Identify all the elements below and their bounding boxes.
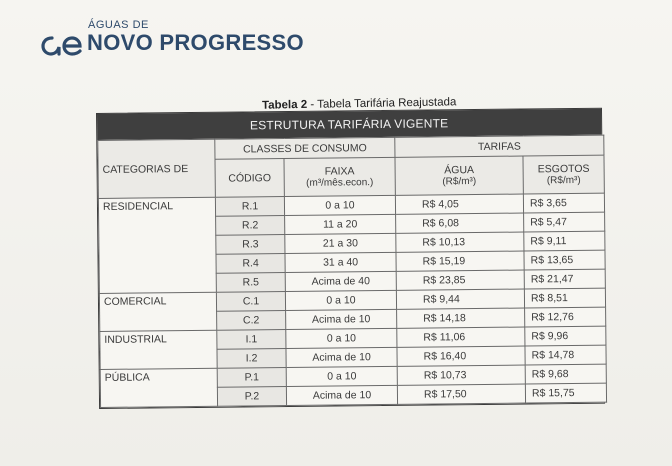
code-cell: C.1 (216, 292, 285, 312)
code-cell: R.4 (216, 254, 285, 274)
esgotos-cell: R$ 5,47 (524, 212, 605, 232)
esgotos-cell: R$ 21,47 (524, 269, 605, 289)
agua-cell: R$ 4,05 (395, 194, 523, 214)
code-cell: I.2 (217, 349, 286, 369)
header-faixa-label: FAIXA (324, 165, 355, 178)
header-agua (395, 156, 523, 195)
category-cell: PÚBLICA (100, 368, 217, 407)
header-faixa (284, 157, 395, 196)
caption-bold: Tabela 2 (261, 98, 308, 112)
logo-prefix: ÁGUAS DE (88, 19, 149, 31)
code-cell: I.1 (217, 330, 286, 350)
ae-logo-mark-icon (40, 33, 84, 57)
code-cell: P.1 (217, 368, 286, 388)
category-cell: INDUSTRIAL (100, 330, 217, 369)
category-cell: RESIDENCIAL (98, 197, 216, 293)
esgotos-cell: R$ 9,68 (525, 364, 606, 384)
esgotos-cell: R$ 15,75 (525, 383, 606, 403)
tariff-grid (97, 135, 607, 408)
agua-cell: R$ 11,06 (397, 327, 525, 347)
agua-cell: R$ 23,85 (396, 270, 524, 290)
faixa-cell: Acima de 10 (286, 385, 397, 405)
header-esgotos-unit: (R$/m³) (546, 174, 581, 187)
faixa-cell: 0 a 10 (284, 195, 395, 215)
faixa-cell: Acima de 10 (286, 309, 397, 329)
header-tarifas: TARIFAS (395, 135, 604, 157)
header-classes: CLASSES DE CONSUMO (215, 137, 395, 159)
code-cell: P.2 (217, 387, 286, 407)
esgotos-cell: R$ 8,51 (524, 288, 605, 308)
faixa-cell: 31 a 40 (285, 252, 396, 272)
esgotos-cell: R$ 13,65 (524, 250, 605, 270)
logo-name: NOVO PROGRESSO (87, 30, 304, 55)
esgotos-cell: R$ 12,76 (525, 307, 606, 327)
category-cell: COMERCIAL (99, 292, 216, 331)
caption-text: - Tabela Tarifária Reajustada (307, 96, 457, 111)
agua-cell: R$ 16,40 (397, 346, 525, 366)
header-codigo: CÓDIGO (215, 159, 284, 198)
code-cell: R.2 (216, 216, 285, 236)
table-title: ESTRUTURA TARIFÁRIA VIGENTE (97, 109, 601, 140)
agua-cell: R$ 17,50 (397, 384, 525, 404)
esgotos-cell: R$ 14,78 (525, 345, 606, 365)
faixa-cell: 0 a 10 (286, 328, 397, 348)
agua-cell: R$ 9,44 (396, 289, 524, 309)
header-agua-unit: (R$/m³) (442, 176, 477, 188)
faixa-cell: Acima de 40 (285, 271, 396, 291)
esgotos-cell: R$ 3,65 (523, 193, 604, 213)
header-esgotos-label: ESGOTOS (537, 162, 590, 176)
code-cell: R.3 (216, 235, 285, 255)
agua-cell: R$ 15,19 (396, 251, 524, 271)
header-esgotos (523, 155, 604, 194)
esgotos-cell: R$ 9,11 (524, 231, 605, 251)
agua-cell: R$ 6,08 (396, 213, 524, 233)
faixa-cell: Acima de 10 (286, 347, 397, 367)
code-cell: R.5 (216, 273, 285, 293)
agua-cell: R$ 10,73 (397, 365, 525, 385)
faixa-cell: 0 a 10 (285, 290, 396, 310)
agua-cell: R$ 14,18 (397, 308, 525, 328)
header-faixa-unit: (m³/mês.econ.) (306, 177, 374, 189)
agua-cell: R$ 10,13 (396, 232, 524, 252)
faixa-cell: 0 a 10 (286, 366, 397, 386)
faixa-cell: 21 a 30 (285, 233, 396, 253)
tariff-table (96, 108, 605, 409)
header-categorias: CATEGORIAS DE (98, 139, 216, 198)
esgotos-cell: R$ 9,96 (525, 326, 606, 346)
header-agua-label: ÁGUA (444, 164, 475, 177)
code-cell: R.1 (215, 197, 284, 217)
code-cell: C.2 (217, 311, 286, 331)
faixa-cell: 11 a 20 (285, 214, 396, 234)
